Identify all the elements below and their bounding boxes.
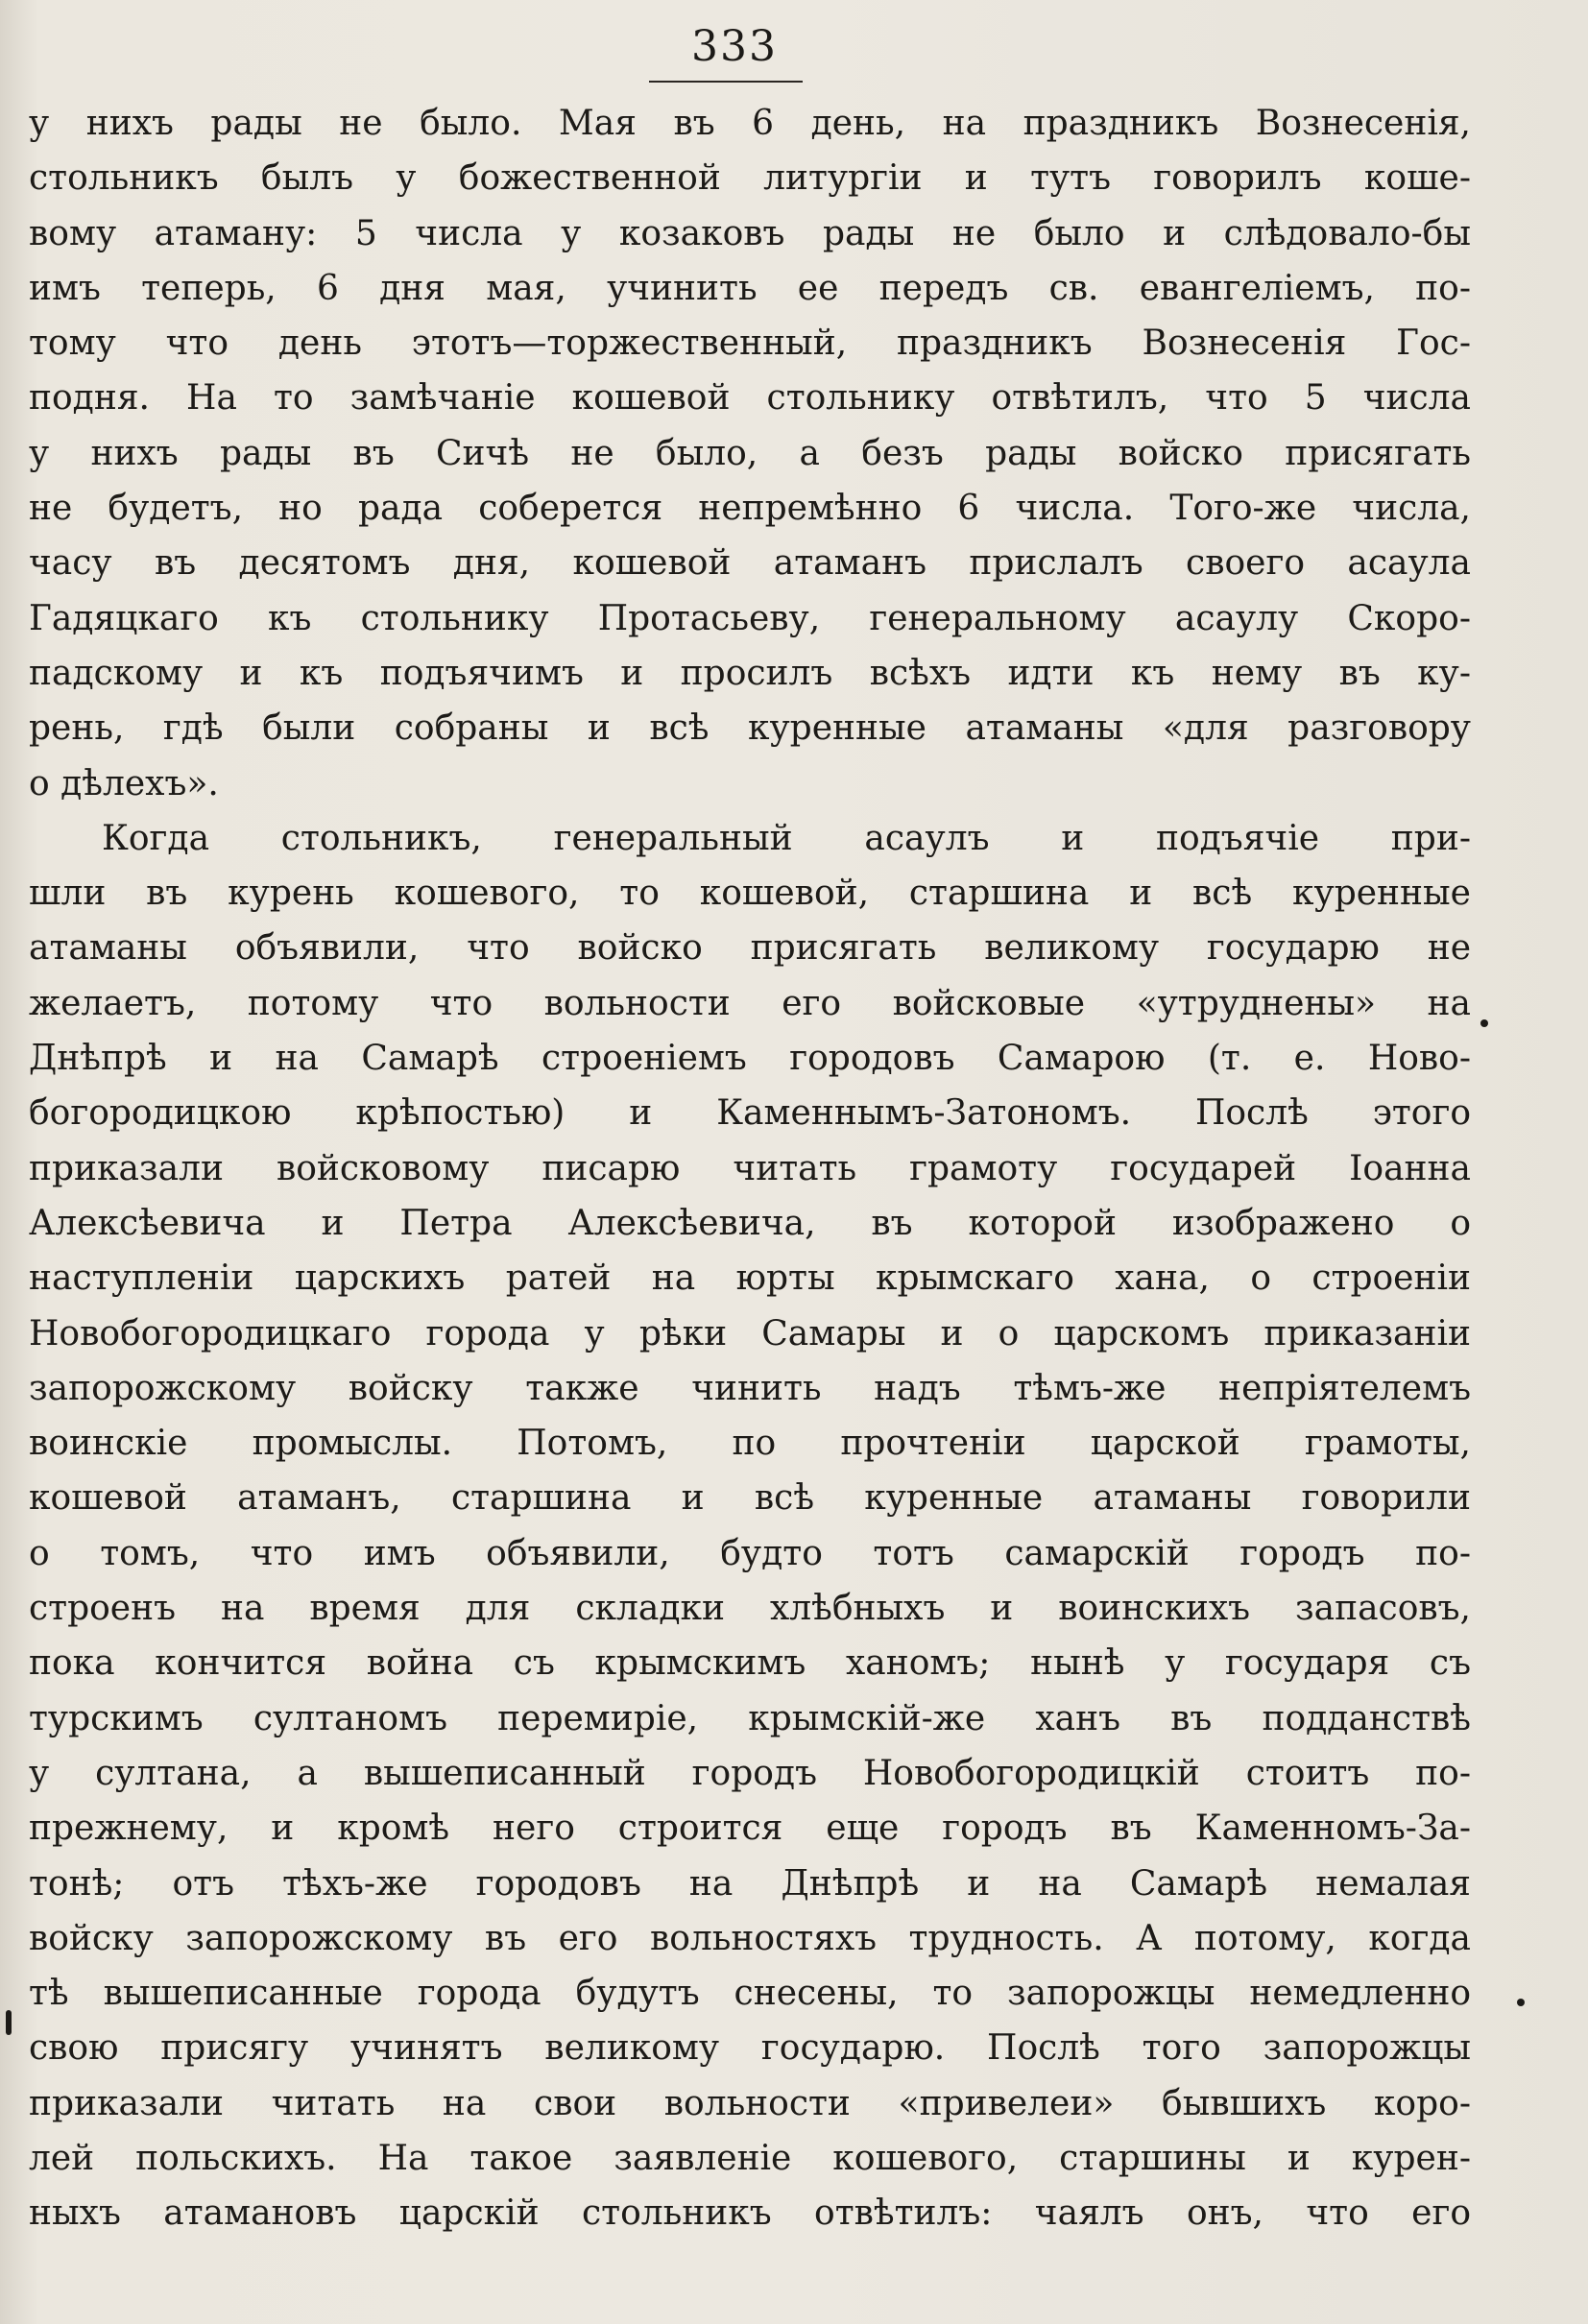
text-line: шли въ курень кошевого, то кошевой, старшина и всѣ куренные — [29, 874, 1471, 914]
text-line: имъ теперь, 6 дня мая, учинить ее передъ св. евангеліемъ, по- — [29, 268, 1471, 308]
text-line: Алексѣевича и Петра Алексѣевича, въ которой изображено о — [29, 1203, 1471, 1243]
text-line: не будетъ, но рада соберется непремѣнно 6 числа. Того-же числа, — [29, 489, 1471, 529]
text-line: вому атаману: 5 числа у козаковъ рады не было и слѣдовало-бы — [29, 213, 1471, 253]
text-line: строенъ на время для складки хлѣбныхъ и воинскихъ запасовъ, — [29, 1589, 1471, 1629]
text-line: наступленіи царскихъ ратей на юрты крымскаго хана, о строеніи — [29, 1258, 1471, 1299]
text-line: падскому и къ подъячимъ и просилъ всѣхъ идти къ нему въ ку- — [29, 653, 1471, 693]
text-line: войску запорожскому въ его вольностяхъ трудность. А потому, когда — [29, 1918, 1471, 1958]
text-line: желаетъ, потому что вольности его войсковые «утруднены» на — [29, 983, 1471, 1023]
text-line: турскимъ султаномъ перемиріе, крымскій-же ханъ въ подданствѣ — [29, 1698, 1471, 1738]
page-text — [29, 96, 1471, 2241]
page-number-rule — [649, 81, 803, 83]
text-line: о дѣлехъ». — [29, 763, 219, 803]
text-line: пока кончится война съ крымскимъ ханомъ; нынѣ у государя съ — [29, 1643, 1471, 1684]
text-line: у султана, а вышеписанный городъ Новобогородицкій стоитъ по- — [29, 1753, 1471, 1793]
text-line: Гадяцкаго къ стольнику Протасьеву, генеральному асаулу Скоро- — [29, 598, 1471, 638]
text-line: Когда стольникъ, генеральный асаулъ и подъячіе при- — [102, 818, 1471, 858]
text-line: богородицкою крѣпостью) и Каменнымъ-Затономъ. Послѣ этого — [29, 1093, 1471, 1134]
text-line: свою присягу учинятъ великому государю. Послѣ того запорожцы — [29, 2028, 1471, 2069]
page-number: 333 — [691, 22, 778, 71]
text-line: у нихъ рады въ Сичѣ не было, а безъ рады войско присягать — [29, 433, 1471, 473]
text-line: о томъ, что имъ объявили, будто тотъ самарскій городъ по- — [29, 1533, 1471, 1573]
text-line: прежнему, и кромѣ него строится еще городъ въ Каменномъ-За- — [29, 1809, 1471, 1849]
text-line: ныхъ атамановъ царскій стольникъ отвѣтилъ: чаялъ онъ, что его — [29, 2193, 1471, 2234]
text-line: приказали читать на свои вольности «привелеи» бывшихъ коро- — [29, 2083, 1471, 2123]
text-line: кошевой атаманъ, старшина и всѣ куренные атаманы говорили — [29, 1478, 1471, 1519]
text-line: Новобогородицкаго города у рѣки Самары и о царскомъ приказаніи — [29, 1313, 1471, 1354]
text-line: атаманы объявили, что войско присягать великому государю не — [29, 928, 1471, 969]
text-line: запорожскому войску также чинить надъ тѣмъ-же непріятелемъ — [29, 1368, 1471, 1408]
text-line: тому что день этотъ—торжественный, праздникъ Вознесенія Гос- — [29, 323, 1471, 364]
paragraph-2 — [29, 811, 1471, 2241]
text-line: лей польскихъ. На такое заявленіе кошевого, старшины и курен- — [29, 2138, 1471, 2178]
text-line: рень, гдѣ были собраны и всѣ куренные атаманы «для разговору — [29, 708, 1471, 749]
text-line: приказали войсковому писарю читать грамоту государей Іоанна — [29, 1148, 1471, 1188]
margin-ink-mark — [1480, 1019, 1488, 1027]
margin-ink-mark — [6, 2010, 12, 2035]
text-line: тонѣ; отъ тѣхъ-же городовъ на Днѣпрѣ и на Самарѣ немалая — [29, 1863, 1471, 1904]
text-line: стольникъ былъ у божественной литургіи и тутъ говорилъ коше- — [29, 158, 1471, 199]
text-line: часу въ десятомъ дня, кошевой атаманъ прислалъ своего асаула — [29, 543, 1471, 584]
text-line: у нихъ рады не было. Мая въ 6 день, на праздникъ Вознесенія, — [29, 104, 1471, 143]
text-line: Днѣпрѣ и на Самарѣ строеніемъ городовъ Самарою (т. е. Ново- — [29, 1039, 1471, 1079]
paragraph-1 — [29, 96, 1471, 811]
margin-ink-mark — [1517, 1999, 1525, 2006]
text-line: воинскіе промыслы. Потомъ, по прочтеніи царской грамоты, — [29, 1424, 1471, 1464]
text-line: тѣ вышеписанные города будутъ снесены, то запорожцы немедленно — [29, 1974, 1471, 2014]
text-line: подня. На то замѣчаніе кошевой стольнику отвѣтилъ, что 5 числа — [29, 378, 1471, 419]
